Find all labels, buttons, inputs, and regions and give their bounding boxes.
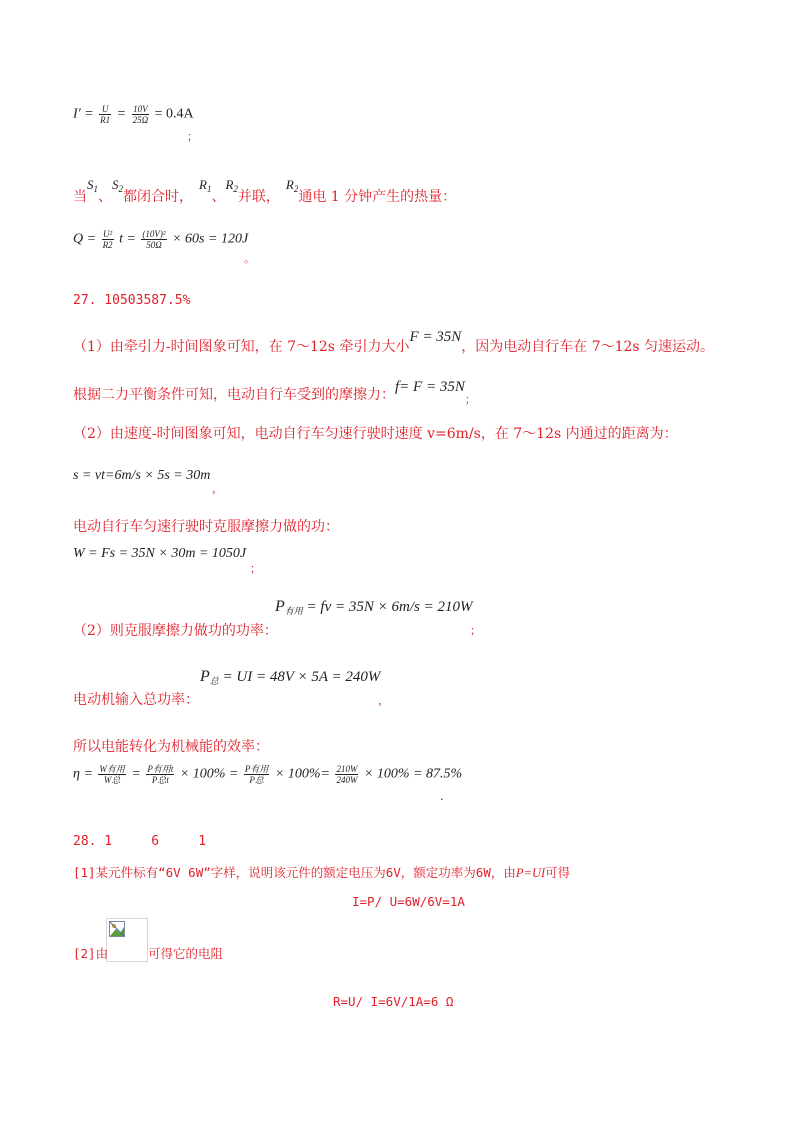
- p1-text-b: ，因为电动自行车在 7～12s 匀速运动。: [461, 339, 715, 355]
- fraction-w: $\frac{\text{W有用}}{\text{W总}}$: [99, 764, 125, 785]
- punctuation: ，: [212, 482, 223, 495]
- q27-p3: （2）由速度-时间图象可知，电动自行车匀速行驶时速度 v=6m/s，在 7～12s 内通过的距离为：: [73, 426, 678, 442]
- punctuation: 。: [244, 252, 255, 265]
- equals-sign: =: [131, 766, 141, 782]
- text-heat: 通电 1 分钟产生的热量：: [298, 189, 457, 205]
- q27-p1: [73, 329, 715, 356]
- eq-p-sub: 总: [209, 676, 219, 686]
- q27-header: 27. 10503587.5%: [73, 293, 191, 308]
- punctuation: .: [440, 790, 444, 803]
- fraction-values: $\frac{\text{(10V)²}}{50\Omega}$: [142, 229, 166, 250]
- q28-l1: [73, 863, 570, 881]
- q28-l3a: [2]由: [73, 946, 109, 961]
- q27-p2: [73, 376, 476, 406]
- eq-p-sub: 有用: [284, 606, 303, 616]
- line-switch-closed: [73, 176, 456, 206]
- fraction-pt: $\frac{\text{P有用t}}{\text{P总t}}$: [147, 764, 174, 785]
- eq-work: W = Fs = 35N × 30m = 1050J: [73, 546, 247, 561]
- eq-friction: f= F = 35N: [395, 379, 465, 395]
- l1-text: [1]某元件标有“6V 6W”字样，说明该元件的额定电压为6V，额定功率为6W，由: [73, 865, 516, 880]
- q27-p7: 所以电能转化为机械能的效率：: [73, 739, 269, 755]
- equation-heat: [73, 229, 248, 250]
- punctuation: ，: [378, 694, 389, 707]
- eq-useful-power: [275, 598, 472, 617]
- equals-sign: =: [116, 106, 127, 122]
- punctuation: ；: [250, 562, 261, 575]
- broken-image-icon: [109, 921, 125, 937]
- fraction-p: $\frac{\text{P有用}}{\text{P总}}$: [244, 764, 269, 785]
- eq-result: × 100% = 87.5%: [363, 766, 463, 782]
- text-parallel: 并联，: [237, 189, 280, 205]
- eq-p: P: [200, 668, 210, 685]
- fraction-values: $\frac{10V}{25\Omega}$: [132, 104, 149, 125]
- punctuation: ；: [470, 624, 481, 637]
- q27-p6: 电动机输入总功率：: [73, 692, 199, 708]
- eq-lhs: η =: [73, 766, 93, 782]
- q28-eq-current: I=P/ U=6W/6V=1A: [352, 894, 465, 909]
- text-dang: 当: [73, 189, 87, 205]
- eq-p-ui: P=UI: [515, 866, 546, 880]
- eq-result: × 60s = 120J: [172, 231, 249, 247]
- symbol-s1: $S_1$: [87, 177, 98, 194]
- l1-text-b: 可得: [545, 865, 571, 880]
- eq-result: = 0.4A: [154, 106, 194, 122]
- eq-times-b: × 100%=: [274, 766, 330, 782]
- eq-useful-power-rhs: = fv = 35N × 6m/s = 210W: [306, 599, 473, 615]
- q27-p4: 电动自行车匀速行驶时克服摩擦力做的功：: [73, 519, 339, 535]
- q28-header: 28. 1 6 1: [73, 834, 207, 849]
- text-closed: 都闭合时，: [123, 189, 193, 205]
- symbol-s2: $S_2$: [112, 177, 123, 194]
- eq-lhs: Q =: [73, 231, 97, 247]
- eq-traction-force: F = 35N: [409, 329, 462, 345]
- punctuation: ；: [464, 393, 476, 406]
- symbol-r1: $R_1$: [199, 177, 212, 194]
- eq-p: P: [275, 598, 285, 615]
- symbol-r2b: $R_2$: [285, 177, 299, 194]
- eq-total-power: [200, 668, 380, 687]
- eq-t: t =: [119, 231, 136, 247]
- eq-distance: s = vt=6m/s × 5s = 30m: [73, 468, 211, 483]
- broken-image: [106, 918, 148, 962]
- separator: 、: [98, 189, 112, 205]
- eq-times-a: × 100% =: [179, 766, 239, 782]
- punctuation: ；: [187, 130, 198, 143]
- separator: 、: [211, 189, 226, 205]
- fraction-u2-r2: $\frac{\text{U²}}{R2}$: [102, 229, 113, 250]
- equation-efficiency: [73, 764, 462, 785]
- q27-p5: （2）则克服摩擦力做功的功率：: [73, 623, 278, 639]
- fraction-u-r1: $\frac{U}{R1}$: [100, 104, 111, 125]
- equation-current: [73, 104, 194, 125]
- q28-l3b: 可得它的电阻: [148, 946, 224, 961]
- fraction-values: $\frac{210W}{240W}$: [336, 764, 358, 785]
- p2-text: 根据二力平衡条件可知，电动自行车受到的摩擦力：: [73, 387, 395, 403]
- eq-lhs: I′ =: [73, 106, 94, 122]
- symbol-r2: $R_2$: [225, 177, 238, 194]
- eq-total-power-rhs: = UI = 48V × 5A = 240W: [222, 669, 381, 685]
- q28-eq-resistance: R=U/ I=6V/1A=6 Ω: [333, 994, 454, 1009]
- p1-text-a: （1）由牵引力-时间图象可知，在 7～12s 牵引力大小: [73, 339, 410, 355]
